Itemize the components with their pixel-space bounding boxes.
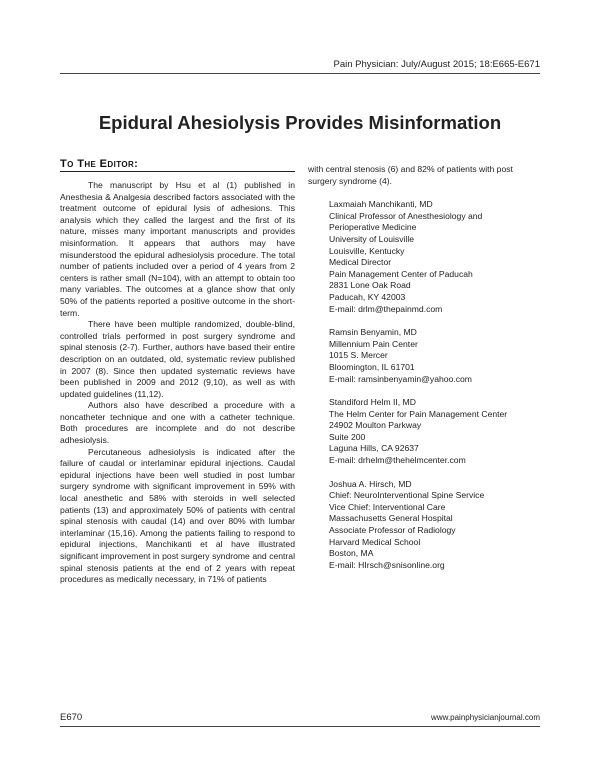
page-number: E670 [60, 712, 83, 723]
author-line: Laguna Hills, CA 92637 [329, 443, 419, 454]
section-heading-underline [60, 171, 295, 172]
author-block [329, 479, 540, 572]
footer-divider [60, 726, 540, 727]
author-line: Pain Management Center of Paducah [329, 268, 473, 279]
author-line: 2831 Lone Oak Road [329, 280, 411, 291]
body-paragraph: Authors also have described a procedure with a noncatheter technique and one with a catheter technique. Both procedures are incomplete and do not describe adhesiolysis. [60, 400, 295, 446]
journal-url: www.painphysicianjournal.com [431, 713, 540, 722]
right-column [308, 164, 540, 583]
author-email: E-mail: drlm@thepainmd.com [329, 303, 443, 314]
header-divider [60, 73, 540, 74]
author-line: The Helm Center for Pain Management Center [329, 408, 508, 419]
author-name: Laxmaiah Manchikanti, MD [329, 199, 433, 210]
author-line: 1015 S. Mercer [329, 350, 388, 361]
body-paragraph-continuation: with central stenosis (6) and 82% of patients with post surgery syndrome (4). [308, 164, 513, 186]
author-line: Vice Chief: Interventional Care [329, 501, 446, 512]
author-email: E-mail: drhelm@thehelmcenter.com [329, 455, 466, 466]
author-line: Clinical Professor of Anesthesiology and [329, 210, 483, 221]
author-line: Boston, MA [329, 548, 374, 559]
author-block [329, 199, 540, 315]
author-line: Massachusetts General Hospital [329, 513, 453, 524]
section-heading: To The Editor: [60, 158, 139, 170]
author-line: Suite 200 [329, 431, 366, 442]
author-name: Joshua A. Hirsch, MD [329, 478, 412, 489]
author-line: 24902 Moulton Parkway [329, 420, 422, 431]
author-email: E-mail: HIrsch@snisonline.org [329, 559, 445, 570]
author-email: E-mail: ramsinbenyamin@yahoo.com [329, 373, 472, 384]
left-column [60, 180, 295, 586]
article-title: Epidural Ahesiolysis Provides Misinformation [98, 112, 502, 133]
author-line: University of Louisville [329, 233, 415, 244]
author-line: Paducah, KY 42003 [329, 291, 406, 302]
journal-citation: Pain Physician: July/August 2015; 18:E665-E671 [333, 59, 540, 70]
author-line: Medical Director [329, 257, 392, 268]
author-line: Chief: NeuroInterventional Spine Service [329, 490, 485, 501]
body-paragraph: The manuscript by Hsu et al (1) published in Anesthesia & Analgesia described factors associated with the treatment outcome of epidural lysis of adhesions. This analysis which they called the largest and the first of its nature, misses many important manuscripts and provides misinformation. It appears that authors may have misunderstood the epidural adhesiolysis procedure. The total number of patients included over a period of 4 years from 2 centers is rather small (N=104), with an attempt to obtain too many variables. The outcomes at a glance show that only 50% of the patients reported a positive outcome in the short-term. [60, 180, 295, 318]
author-line: Harvard Medical School [329, 536, 421, 547]
body-paragraph: There have been multiple randomized, double-blind, controlled trials performed in post surgery syndrome and spinal stenosis (2-7). Further, authors have based their entire description on an outdated, old, systematic review published in 2007 (8). Since then updated systematic reviews have been published in 2009 and 2012 (9,10), as well as with updated guidelines (11,12). [60, 319, 295, 399]
author-line: Associate Professor of Radiology [329, 525, 456, 536]
author-line: Millennium Pain Center [329, 338, 418, 349]
author-block [329, 327, 540, 385]
author-line: Perioperative Medicine [329, 222, 417, 233]
body-paragraph: Percutaneous adhesiolysis is indicated after the failure of caudal or interlaminar epidural injections. Caudal epidural injections have been well studied in post lumbar surgery syndrome with significant improvement in 59% with local anesthetic and 58% with steroids in well selected patients (13) and approximately 50% of patients with central spinal stenosis with caudal (14) and over 80% with lumbar interlaminar (15,16). Among the patients failing to respond to epidural injections, Manchikanti et al have illustrated significant improvement in post surgery syndrome and central spinal stenosis patients at the end of 2 years with repeat procedures as medically necessary, in 71% of patients [60, 446, 295, 585]
author-name: Standiford Helm II, MD [329, 397, 416, 408]
author-block [329, 397, 540, 467]
author-name: Ramsin Benyamin, MD [329, 327, 417, 338]
author-line: Bloomington, IL 61701 [329, 361, 415, 372]
author-line: Louisville, Kentucky [329, 245, 405, 256]
